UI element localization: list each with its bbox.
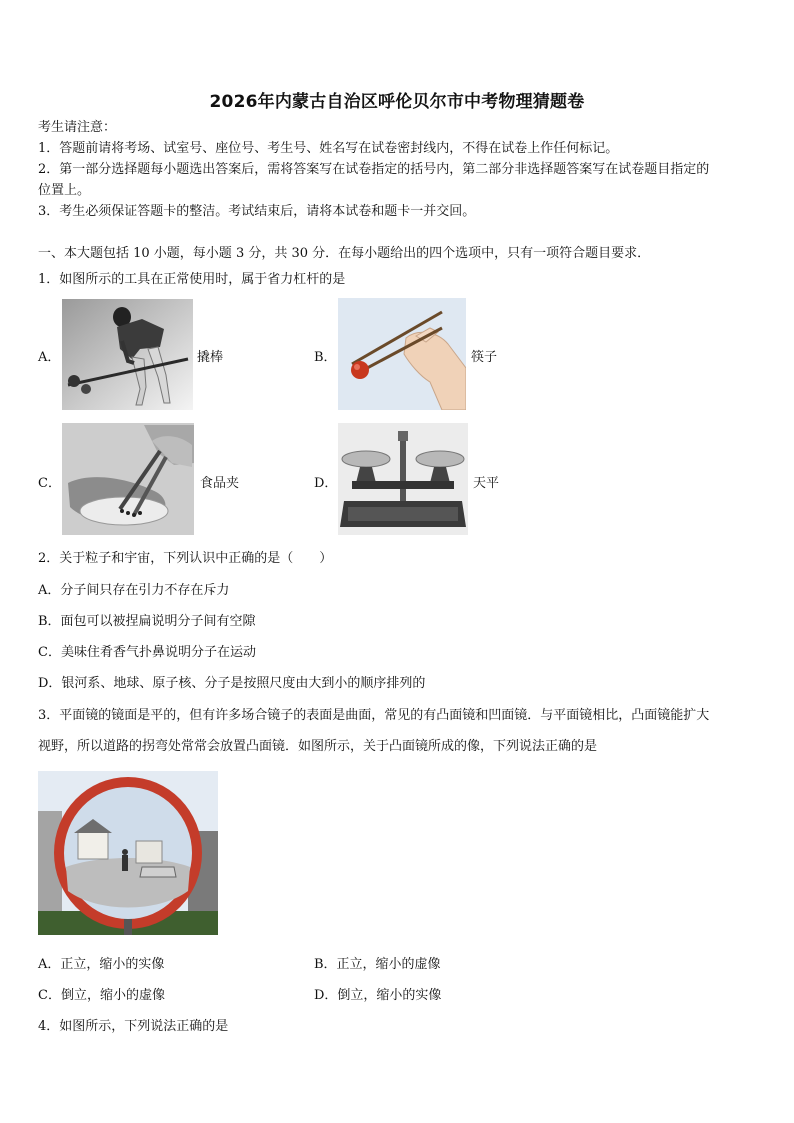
q1-option-b-caption: 筷子 [471, 350, 498, 365]
question-3-stem-line2: 视野，所以道路的拐弯处常常会放置凸面镜．如图所示，关于凸面镜所成的像，下列说法正确的是 [38, 739, 598, 754]
q3-option-b[interactable]: B．正立，缩小的虚像 [314, 957, 441, 972]
balance-scale-photo [338, 423, 468, 535]
question-1-stem: 1．如图所示的工具在正常使用时，属于省力杠杆的是 [38, 272, 346, 287]
q1-option-b-letter[interactable]: B． [314, 350, 337, 365]
notice-item-2: 2．第一部分选择题每小题选出答案后，需将答案写在试卷指定的括号内，第二部分非选择题答案写在试卷题目指定的 [38, 162, 710, 177]
convex-mirror-photo [38, 771, 218, 935]
crowbar-man-photo [62, 299, 193, 410]
food-tongs-photo [62, 423, 194, 535]
notice-item-3: 3．考生必须保证答题卡的整洁。考试结束后，请将本试卷和题卡一并交回。 [38, 204, 476, 219]
notice-item-1: 1．答题前请将考场、试室号、座位号、考生号、姓名写在试卷密封线内，不得在试卷上作任何标记。 [38, 141, 619, 156]
section-heading: 一、本大题包括 10 小题，每小题 3 分，共 30 分．在每小题给出的四个选项中，只有一项符合题目要求． [38, 246, 651, 261]
notice-item-2-cont: 位置上。 [38, 183, 91, 198]
notice-header: 考生请注意： [38, 120, 117, 135]
q1-option-a-letter[interactable]: A． [38, 350, 61, 365]
q2-option-c[interactable]: C．美味住肴香气扑鼻说明分子在运动 [38, 645, 256, 660]
q3-option-d[interactable]: D．倒立，缩小的实像 [314, 988, 442, 1003]
question-3-stem-line1: 3．平面镜的镜面是平的，但有许多场合镜子的表面是曲面，常见的有凸面镜和凹面镜．与平面镜相比，凸面镜能扩大 [38, 708, 710, 723]
q1-option-c-letter[interactable]: C． [38, 476, 61, 491]
q1-option-a-caption: 撬棒 [197, 350, 224, 365]
question-2-stem: 2．关于粒子和宇宙，下列认识中正确的是（ ） [38, 551, 333, 566]
q1-option-c-caption: 食品夹 [200, 476, 240, 491]
q1-option-d-caption: 天平 [473, 476, 500, 491]
q3-option-a[interactable]: A．正立，缩小的实像 [38, 957, 165, 972]
page-title: 2026年内蒙古自治区呼伦贝尔市中考物理猜题卷 [209, 92, 585, 112]
q2-option-a[interactable]: A．分子间只存在引力不存在斥力 [38, 583, 230, 598]
chopsticks-photo [338, 298, 466, 410]
q2-option-d[interactable]: D．银河系、地球、原子核、分子是按照尺度由大到小的顺序排列的 [38, 676, 426, 691]
q1-option-d-letter[interactable]: D． [314, 476, 338, 491]
q2-option-b[interactable]: B．面包可以被捏扁说明分子间有空隙 [38, 614, 256, 629]
question-4-stem: 4．如图所示，下列说法正确的是 [38, 1019, 229, 1034]
q3-option-c[interactable]: C．倒立，缩小的虚像 [38, 988, 165, 1003]
